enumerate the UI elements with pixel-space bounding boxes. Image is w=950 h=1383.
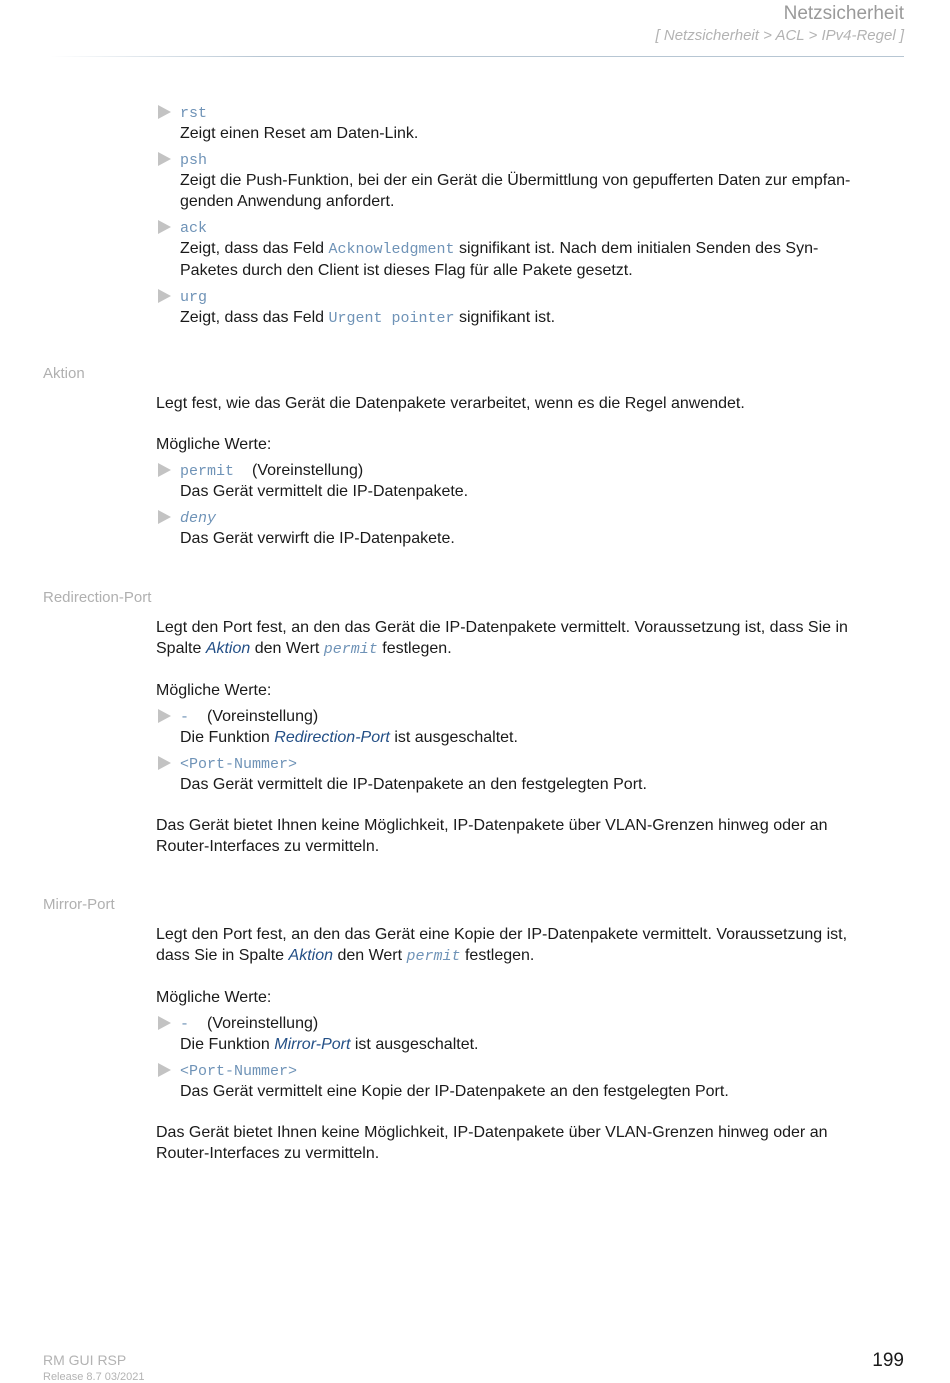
- value-code: <Port-Nummer>: [180, 1063, 298, 1080]
- value-code: deny: [180, 510, 217, 527]
- flag-description: Zeigt einen Reset am Daten-Link.: [180, 125, 419, 142]
- values-heading: Mögliche Werte:: [156, 436, 272, 453]
- value-code: <Port-Nummer>: [180, 756, 298, 773]
- value-description: Das Gerät vermittelt die IP-Datenpakete.: [180, 483, 469, 500]
- link-aktion[interactable]: Aktion: [288, 947, 333, 964]
- value-description: Die Funktion Mirror-Port ist ausgeschaltet.: [180, 1036, 479, 1053]
- value-code: permit: [406, 948, 461, 965]
- section-note: Router-Interfaces zu vermitteln.: [156, 1145, 380, 1162]
- flag-code: psh: [180, 152, 208, 169]
- list-item: [156, 149, 908, 212]
- value-description: Das Gerät vermittelt eine Kopie der IP-Datenpakete an den festgelegten Port.: [180, 1083, 729, 1100]
- bullet-triangle-icon: [158, 1063, 171, 1077]
- bullet-triangle-icon: [158, 510, 171, 524]
- section-description: Legt fest, wie das Gerät die Datenpakete verarbeitet, wenn es die Regel anwendet.: [156, 395, 745, 412]
- page-header-title: Netzsicherheit: [783, 3, 904, 24]
- link-mirror-port[interactable]: Mirror-Port: [274, 1036, 351, 1053]
- list-item: [156, 286, 908, 329]
- value-description: Die Funktion Redirection-Port ist ausgeschaltet.: [180, 729, 518, 746]
- bullet-triangle-icon: [158, 289, 171, 303]
- values-heading: Mögliche Werte:: [156, 989, 272, 1006]
- section-description: Legt den Port fest, an den das Gerät die IP-Datenpakete vermittelt. Voraussetzung ist, dass Sie in: [156, 619, 848, 636]
- link-aktion[interactable]: Aktion: [205, 640, 251, 657]
- flag-code: rst: [180, 105, 208, 122]
- section-aktion: [156, 393, 908, 549]
- bullet-triangle-icon: [158, 1016, 171, 1030]
- section-note: Das Gerät bietet Ihnen keine Möglichkeit, IP-Datenpakete über VLAN-Grenzen hinweg oder an: [156, 817, 828, 834]
- flag-description: Paketes durch den Client ist dieses Flag für alle Pakete gesetzt.: [180, 262, 633, 279]
- section-redirection-port: [156, 617, 908, 857]
- footer-release: Release 8.7 03/2021: [43, 1371, 145, 1383]
- list-item: [156, 102, 908, 144]
- value-description: Das Gerät verwirft die IP-Datenpakete.: [180, 530, 455, 547]
- section-description: Legt den Port fest, an den das Gerät eine Kopie der IP-Datenpakete vermittelt. Voraussetzung ist,: [156, 926, 848, 943]
- bullet-triangle-icon: [158, 152, 171, 166]
- default-note: (Voreinstellung): [252, 462, 364, 479]
- section-description: dass Sie in Spalte Aktion den Wert permit festlegen.: [156, 947, 535, 965]
- section-label-aktion: Aktion: [43, 365, 85, 382]
- link-redirection-port[interactable]: Redirection-Port: [274, 729, 390, 746]
- default-note: (Voreinstellung): [207, 708, 319, 725]
- value-code: permit: [323, 641, 378, 658]
- bullet-triangle-icon: [158, 463, 171, 477]
- tcp-flags-list: [156, 102, 908, 329]
- value-description: Das Gerät vermittelt die IP-Datenpakete an den festgelegten Port.: [180, 776, 647, 793]
- list-item: [156, 706, 908, 748]
- breadcrumb: [ Netzsicherheit > ACL > IPv4-Regel ]: [655, 27, 904, 44]
- default-note: (Voreinstellung): [207, 1015, 319, 1032]
- flag-description: genden Anwendung anfordert.: [180, 193, 395, 210]
- section-description: Spalte Aktion den Wert permit festlegen.: [156, 640, 452, 658]
- field-name-code: Urgent pointer: [328, 310, 455, 327]
- list-item: [156, 217, 908, 281]
- list-item: [156, 753, 908, 795]
- flag-code: urg: [180, 289, 208, 306]
- bullet-triangle-icon: [158, 105, 171, 119]
- list-item: [156, 1060, 908, 1102]
- section-note: Das Gerät bietet Ihnen keine Möglichkeit, IP-Datenpakete über VLAN-Grenzen hinweg oder an: [156, 1124, 828, 1141]
- footer-document-name: RM GUI RSP: [43, 1352, 127, 1368]
- list-item: [156, 1013, 908, 1055]
- bullet-triangle-icon: [158, 756, 171, 770]
- flag-description: Zeigt, dass das Feld Acknowledgment signifikant ist. Nach dem initialen Senden des Syn-: [180, 240, 819, 258]
- section-note: Router-Interfaces zu vermitteln.: [156, 838, 380, 855]
- list-item: [156, 507, 908, 549]
- bullet-triangle-icon: [158, 220, 171, 234]
- flag-description: Zeigt, dass das Feld Urgent pointer signifikant ist.: [180, 309, 556, 327]
- header-divider: [50, 56, 904, 57]
- flag-code: ack: [180, 220, 208, 237]
- section-label-mirror-port: Mirror-Port: [43, 896, 115, 913]
- field-name-code: Acknowledgment: [328, 241, 455, 258]
- value-code: -: [180, 1016, 190, 1033]
- section-label-redirection-port: Redirection-Port: [43, 589, 152, 606]
- list-item: [156, 460, 908, 502]
- value-code: -: [180, 709, 190, 726]
- value-code: permit: [180, 463, 235, 480]
- flag-description: Zeigt die Push-Funktion, bei der ein Gerät die Übermittlung von gepufferten Daten zur empfan-: [180, 172, 851, 189]
- section-mirror-port: [156, 924, 908, 1164]
- values-heading: Mögliche Werte:: [156, 682, 272, 699]
- page-number: 199: [872, 1350, 904, 1371]
- bullet-triangle-icon: [158, 709, 171, 723]
